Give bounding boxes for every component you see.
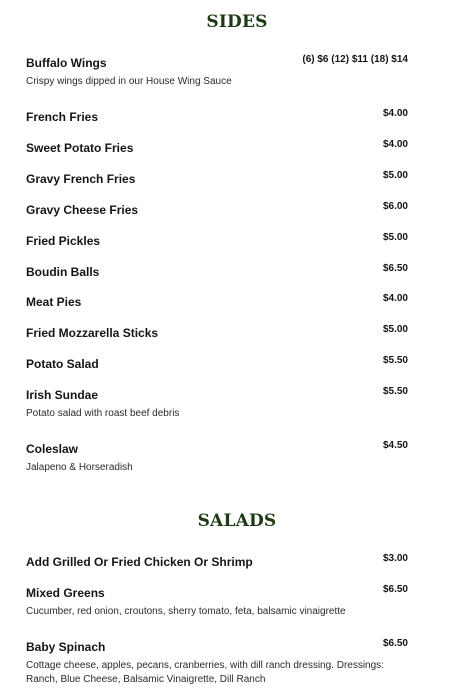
item-price: $5.00: [382, 232, 408, 243]
item-name: Fried Mozzarella Sticks: [26, 326, 159, 340]
item-name: French Fries: [26, 110, 99, 124]
menu-item-meat-pies: [26, 295, 408, 311]
item-description: Cottage cheese, apples, pecans, cranberries, with dill ranch dressing. Dressings: Ranch, Blue Cheese, Balsamic Vinaigrette, Dill Ranch: [26, 660, 384, 685]
item-name: Buffalo Wings: [26, 56, 107, 70]
item-price: $6.00: [382, 201, 408, 212]
menu-item-potato-salad: [26, 357, 408, 373]
sides-heading: SIDES: [206, 12, 268, 32]
menu-item-add-chicken-shrimp: [26, 555, 408, 571]
menu-item-gravy-french-fries: [26, 172, 408, 188]
item-price: $4.00: [382, 293, 408, 304]
item-name: Fried Pickles: [26, 234, 101, 248]
menu-item-buffalo-wings: [26, 56, 408, 89]
item-price: $3.00: [382, 553, 408, 564]
menu-item-gravy-cheese-fries: [26, 203, 408, 219]
menu-item-fried-pickles: [26, 234, 408, 250]
item-price: $6.50: [382, 584, 408, 595]
item-price: $5.00: [382, 170, 408, 181]
item-price: $5.50: [382, 386, 408, 397]
item-name: Mixed Greens: [26, 586, 105, 600]
item-description: Cucumber, red onion, croutons, sherry tomato, feta, balsamic vinaigrette: [26, 606, 346, 617]
item-price: $5.50: [382, 355, 408, 366]
menu-item-sweet-potato-fries: [26, 141, 408, 157]
item-name: Add Grilled Or Fried Chicken Or Shrimp: [26, 555, 253, 569]
item-description: Crispy wings dipped in our House Wing Sauce: [26, 76, 232, 87]
item-name: Potato Salad: [26, 357, 99, 371]
item-price: $5.00: [382, 324, 408, 335]
menu-item-french-fries: [26, 110, 408, 126]
menu-item-coleslaw: [26, 442, 408, 475]
item-name: Boudin Balls: [26, 265, 100, 279]
item-price: $6.50: [382, 263, 408, 274]
menu-item-fried-mozzarella-sticks: [26, 326, 408, 342]
item-price: $4.00: [382, 108, 408, 119]
item-price: $4.50: [382, 440, 408, 451]
item-name: Coleslaw: [26, 442, 79, 456]
item-name: Gravy French Fries: [26, 172, 136, 186]
item-name: Sweet Potato Fries: [26, 141, 134, 155]
item-name: Irish Sundae: [26, 388, 99, 402]
item-price: $6.50: [382, 638, 408, 649]
menu-item-mixed-greens: [26, 586, 408, 619]
item-name: Baby Spinach: [26, 640, 106, 654]
item-name: Meat Pies: [26, 295, 82, 309]
menu-item-boudin-balls: [26, 265, 408, 281]
menu-item-irish-sundae: [26, 388, 408, 421]
item-price: $4.00: [382, 139, 408, 150]
salads-heading: SALADS: [197, 511, 277, 531]
item-description: Potato salad with roast beef debris: [26, 408, 180, 419]
item-name: Gravy Cheese Fries: [26, 203, 139, 217]
item-description: Jalapeno & Horseradish: [26, 462, 133, 473]
menu-item-baby-spinach: [26, 640, 408, 687]
item-price: (6) $6 (12) $11 (18) $14: [302, 54, 408, 65]
